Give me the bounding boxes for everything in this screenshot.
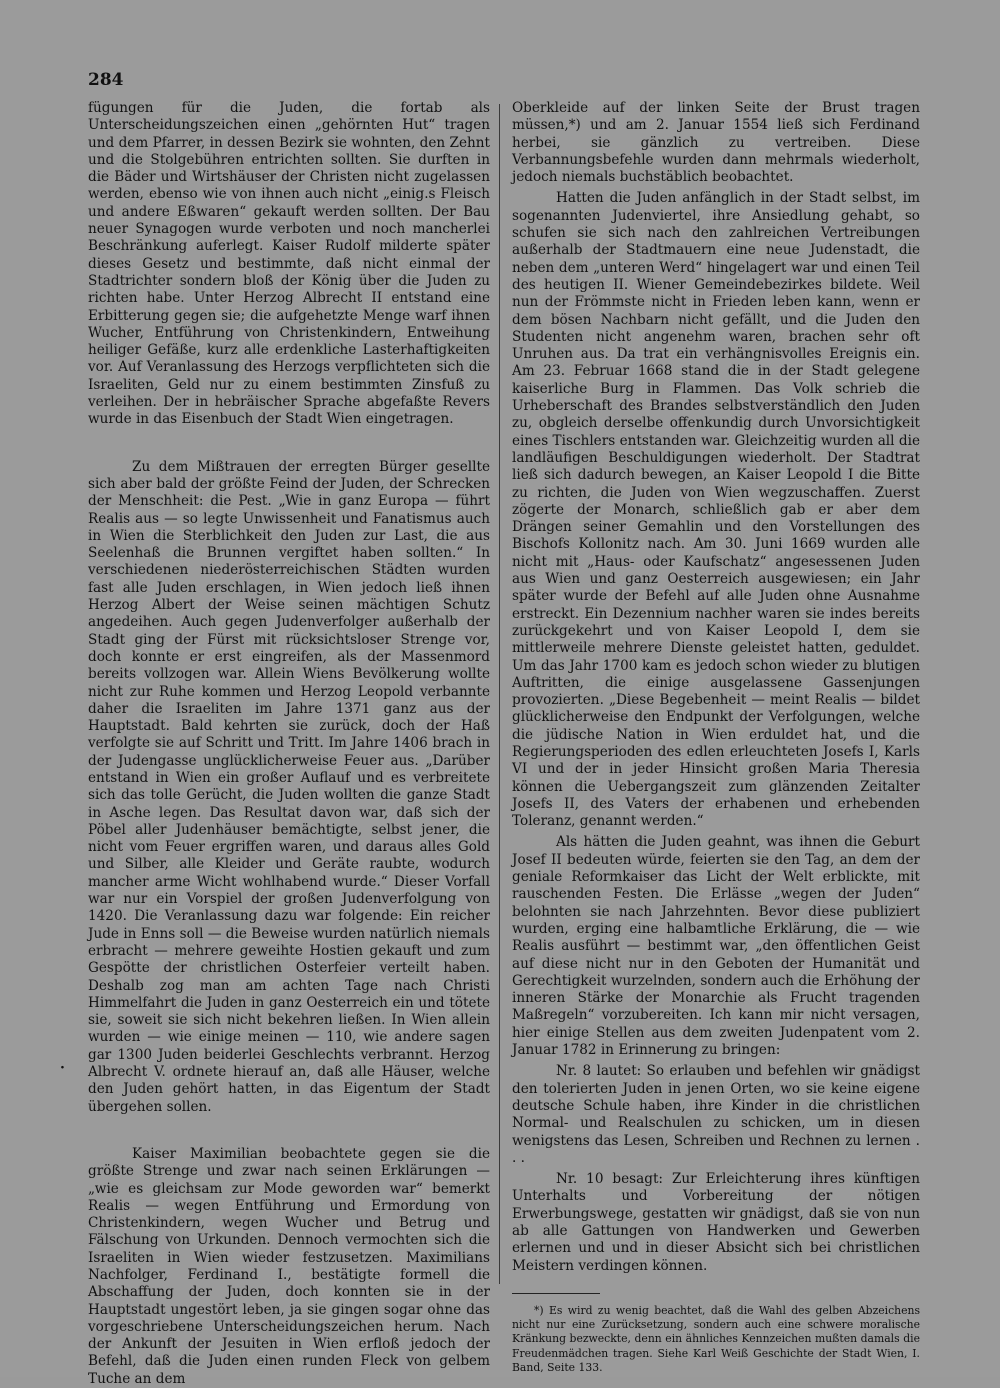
paragraph: Als hätten die Juden geahnt, was ihnen die Geburt Josef II bedeuten würde, feierten sie den Tag, an dem der geniale Reformkaiser das Licht der Welt erblickte, mit rauschenden Festen. Die Erlässe „wegen der Juden“ belohnten sie nach Jahrzehnten. Bevor diese publiziert wurden, erging eine halbamtliche Erklärung, die — wie Realis ausführt — bestimmt war, „den öffentlichen Geist auf diese nicht nur in den Geboten der Humanität und Gerechtigkeit wurzelnden, sondern auch die Erhöhung der inneren Stärke der Monarchie als Frucht tragenden Maßregeln“ vorzubereiten. Ich kann mir nicht versagen, hier einige Stellen aus dem zweiten Judenpatent vom 2. Januar 1782 in Erinnerung zu bringen: <box>512 834 920 1059</box>
paragraph: Oberkleide auf der linken Seite der Brust tragen müssen,*) und am 2. Januar 1554 ließ sich Ferdinand herbei, sie gänzlich zu vertreiben. Diese Verbannungsbefehle wurden dann mehrmals wiederholt, jedoch niemals buchstäblich beobachtet. <box>512 100 920 186</box>
quoted-paragraph: Nr. 10 besagt: Zur Erleichterung ihres künftigen Unterhalts und Vorbereitung der nötigen Erwerbungswege, gestatten wir gnädigst, daß sie von nun ab alle Gattungen von Handwerken und Gewerben erlernen und und in dieser Absicht sich bei christlichen Meistern verdingen können. <box>512 1171 920 1274</box>
left-column <box>88 100 490 1388</box>
footnote: *) Es wird zu wenig beachtet, daß die Wahl des gelben Abzeichens nicht nur eine Zurücksetzung, sondern auch eine schwere moralische Kränkung bezweckte, denn ein ähnliches Kennzeichen mußten damals die Freudenmädchen tragen. Siehe Karl Weiß Geschichte der Stadt Wien, I. Band, Seite 133. <box>512 1303 920 1374</box>
paragraph: fügungen für die Juden, die fortab als Unterscheidungszeichen einen „gehörnten Hut“ tragen und dem Pfarrer, in dessen Bezirk sie wohnten, den Zehnt und die Stolgebühren entrichten sollten. Sie durften in die Bäder und Wirtshäuser der Christen nicht zugelassen werden, ebenso wie von ihnen auch nicht „einig.s Fleisch und andere Eßwaren“ gekauft werden sollten. Der Bau neuer Synagogen wurde verboten und noch mancherlei Beschränkung auferlegt. Kaiser Rudolf milderte später dieses Gesetz und bestimmte, daß nicht einmal der Stadtrichter sondern bloß der König über die Juden zu richten habe. Unter Herzog Albrecht II entstand eine Erbitterung gegen sie; die aufgehetzte Menge warf ihnen Wucher, Entführung von Christenkindern, Entweihung heiliger Gefäße, kurz alle erdenkliche Lasterhaftigkeiten vor. Auf Veranlassung des Herzogs verpflichteten sich die Israeliten, Geld nur zu einem bestimmten Zinsfuß zu verleihen. Der in hebräischer Sprache abgefaßte Revers wurde in das Eisenbuch der Stadt Wien eingetragen. <box>88 100 490 428</box>
column-divider <box>499 104 500 1284</box>
paragraph: Zu dem Mißtrauen der erregten Bürger gesellte sich aber bald der größte Feind der Juden, der Schrecken der Menschheit: die Pest. „Wie in ganz Europa — führt Realis aus — so legte Unwissenheit und Fanatismus auch in Wien die Sterblichkeit den Juden zur Last, die aus Seelenhaß die Brunnen vergiftet haben sollten.“ In verschiedenen niederösterreichischen Städten wurden fast alle Juden erschlagen, in Wien jedoch ließ ihnen Herzog Albert der Weise seinen mächtigen Schutz angedeihen. Auch gegen Judenverfolger außerhalb der Stadt ging der Fürst mit rücksichtsloser Strenge vor, doch konnte er erst eingreifen, als der Massenmord bereits vollzogen war. Allein Wiens Bevölkerung wollte nicht zur Ruhe kommen und Herzog Leopold verbannte daher die Israeliten im Jahre 1371 ganz aus der Hauptstadt. Bald kehrten sie zurück, doch der Haß verfolgte sie auf Schritt und Tritt. Im Jahre 1406 brach in der Judengasse unglücklicherweise Feuer aus. „Darüber entstand in Wien ein großer Auflauf und es verbreitete sich das tolle Gerücht, die Juden wollten die ganze Stadt in Asche legen. Das Resultat davon war, daß sich der Pöbel aller Judenhäuser bemächtigte, selbst jener, die nicht vom Feuer ergriffen waren, und daraus alles Gold und Silber, alle Kleider und Geräte raubte, wodurch mancher arme Wicht wohlhabend wurde.“ Dieser Vorfall war nur ein Vorspiel der großen Judenverfolgung von 1420. Die Veranlassung dazu war folgende: Ein reicher Jude in Enns soll — die Beweise wurden natürlich niemals erbracht — mehrere geweihte Hostien gekauft und zum Gespötte der christlichen Osterfeier verteilt haben. Deshalb zog man am achten Tage nach Christi Himmelfahrt die Juden in ganz Oesterreich ein und tötete sie, soweit sie sich nicht bekehren ließen. In Wien allein wurden — wie einige meinen — 110, wie andere sagen gar 1300 Juden beiderlei Geschlechts verbrannt. Herzog Albrecht V. ordnete hierauf an, daß alle Häuser, welche den Juden gehört hatten, in das Eigentum der Stadt übergehen sollen. <box>88 458 490 1115</box>
margin-mark: · <box>60 1060 65 1076</box>
page-number: 284 <box>88 70 124 90</box>
quoted-paragraph: Nr. 8 lautet: So erlauben und befehlen wir gnädigst den tolerierten Juden in jenen Orten, wo sie keine eigene deutsche Schule haben, ihre Kinder in die christlichen Normal- und Realschulen zu schicken, um in diesen wenigstens das Lesen, Schreiben und Rechnen zu lernen . . . <box>512 1063 920 1166</box>
right-column <box>512 100 920 1375</box>
paragraph: Hatten die Juden anfänglich in der Stadt selbst, im sogenannten Judenviertel, ihre Ansiedlung gehabt, so schufen sie sich nach den zahlreichen Vertreibungen außerhalb der Stadtmauern eine neue Judenstadt, die neben dem „unteren Werd“ hingelagert war und einen Teil des heutigen II. Wiener Gemeindebezirkes bildete. Weil nun der Frömmste nicht in Frieden leben kann, wenn er dem bösen Nachbarn nicht gefällt, und die Juden den Studenten nicht angenehm waren, brachen sehr oft Unruhen aus. Da trat ein verhängnisvolles Ereignis ein. Am 23. Februar 1668 stand die in der Stadt gelegene kaiserliche Burg in Flammen. Das Volk schrieb die Urheberschaft des Brandes selbstverständlich den Juden zu, obgleich derselbe offenkundig durch Unvorsichtigkeit eines Tischlers entstanden war. Gleichzeitig wurden all die landläufigen Beschuldigungen wiederholt. Der Stadtrat ließ sich dadurch bewegen, an Kaiser Leopold I die Bitte zu richten, die Juden von Wien wegzuschaffen. Zuerst zögerte der Monarch, schließlich gab er aber dem Drängen seiner Gemahlin und den Vorstellungen des Bischofs Kollonitz nach. Am 30. Juni 1669 wurden alle nicht mit „Haus- oder Kaufschatz“ angesessenen Juden aus Wien und ganz Oesterreich ausgewiesen; ein Jahr später wurde der Befehl auf alle Juden ohne Ausnahme erstreckt. Ein Dezennium nachher waren sie indes bereits zurückgekehrt und von Kaiser Leopold I, dem sie mittlerweile mehrere Dienste geleistet hatten, geduldet. Um das Jahr 1700 kam es jedoch schon wieder zu blutigen Auftritten, die einige ausgelassene Gassenjungen provozierten. „Diese Begebenheit — meint Realis — bildet glücklicherweise den Endpunkt der Verfolgungen, welche die jüdische Nation in Wien erduldet hat, und die Regierungsperioden des edlen erleuchteten Josefs I, Karls VI und der in jeder Hinsicht großen Maria Theresia können die Uebergangszeit zum glänzenden Zeitalter Josefs II, des Vaters der erhabenen und erhebenden Toleranz, genannt werden.“ <box>512 190 920 830</box>
footnote-rule <box>512 1293 600 1294</box>
paragraph: Kaiser Maximilian beobachtete gegen sie die größte Strenge und zwar nach seinen Erklärungen — „wie es gleichsam zur Mode geworden war“ bemerkt Realis — wegen Entführung und Ermordung von Christenkindern, wegen Wucher und Betrug und Fälschung von Urkunden. Dennoch vermochten sich die Israeliten in Wien wieder festzusetzen. Maximilians Nachfolger, Ferdinand I., bestätigte formell die Abschaffung der Juden, doch konnten sie in der Hauptstadt ungestört leben, ja sie gingen sogar ohne das vorgeschriebene Unterscheidungszeichen herum. Nach der Ankunft der Jesuiten in Wien erfloß jedoch der Befehl, daß die Juden einen runden Fleck von gelbem Tuche an dem <box>88 1145 490 1387</box>
